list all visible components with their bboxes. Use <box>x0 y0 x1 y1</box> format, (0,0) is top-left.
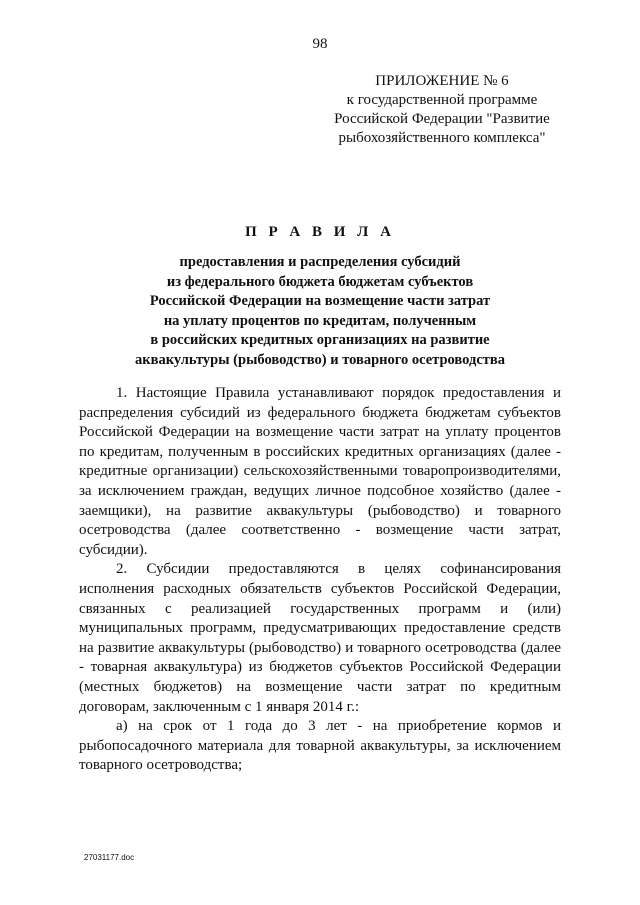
paragraph-1: 1. Настоящие Правила устанавливают порядок предоставления и распределения субсидий из федерального бюджета бюджетам субъектов Российской Федерации на возмещение части затрат на уплату процентов по кредитам, полученным в российских кредитных организациях (далее - кредитные организации) сельскохозяйственными товаропроизводителями, за исключением граждан, ведущих личное подсобное хозяйство (далее - заемщики), на развитие аквакультуры (рыбоводство) и товарного осетроводства (далее соответственно - возмещение части затрат, субсидии). <box>79 385 561 558</box>
appendix-block <box>322 72 562 148</box>
appendix-line-1: к государственной программе <box>346 92 538 108</box>
subtitle-line-3: Российской Федерации на возмещение части затрат <box>149 293 491 309</box>
page-number: 98 <box>312 36 328 52</box>
subtitle-line-1: предоставления и распределения субсидий <box>179 254 461 270</box>
paragraph-2: 2. Субсидии предоставляются в целях софинансирования исполнения расходных обязательств субъектов Российской Федерации, связанных с реализацией государственных программ и (или) муниципальных программ, предусматривающих предоставление средств на развитие аквакультуры (рыбоводство) и товарного осетроводства (далее - товарная аквакультура) из бюджетов субъектов Российской Федерации (местных бюджетов) на возмещение части затрат по кредитным договорам, заключенным с 1 января 2014 г.: <box>79 561 561 715</box>
appendix-line-3: рыбохозяйственного комплекса" <box>338 130 546 146</box>
subtitle-line-4: на уплату процентов по кредитам, полученным <box>163 312 477 329</box>
rules-heading <box>60 224 580 370</box>
subtitle-line-5: в российских кредитных организациях на развитие <box>150 332 490 348</box>
document-code: 27031177.doc <box>84 853 135 862</box>
subtitle-line-6: аквакультуры (рыбоводство) и товарного осетроводства <box>135 351 505 368</box>
appendix-title: ПРИЛОЖЕНИЕ № 6 <box>375 73 509 89</box>
subtitle-line-2: из федерального бюджета бюджетам субъектов <box>166 273 474 290</box>
rules-title: П Р А В И Л А <box>245 224 395 240</box>
paragraph-2a: а) на срок от 1 года до 3 лет - на приобретение кормов и рыбопосадочного материала для товарной аквакультуры, за исключением товарного осетроводства; <box>79 718 561 774</box>
appendix-line-2: Российской Федерации "Развитие <box>334 111 550 127</box>
document-body <box>79 384 561 776</box>
rules-subtitle <box>60 253 580 370</box>
